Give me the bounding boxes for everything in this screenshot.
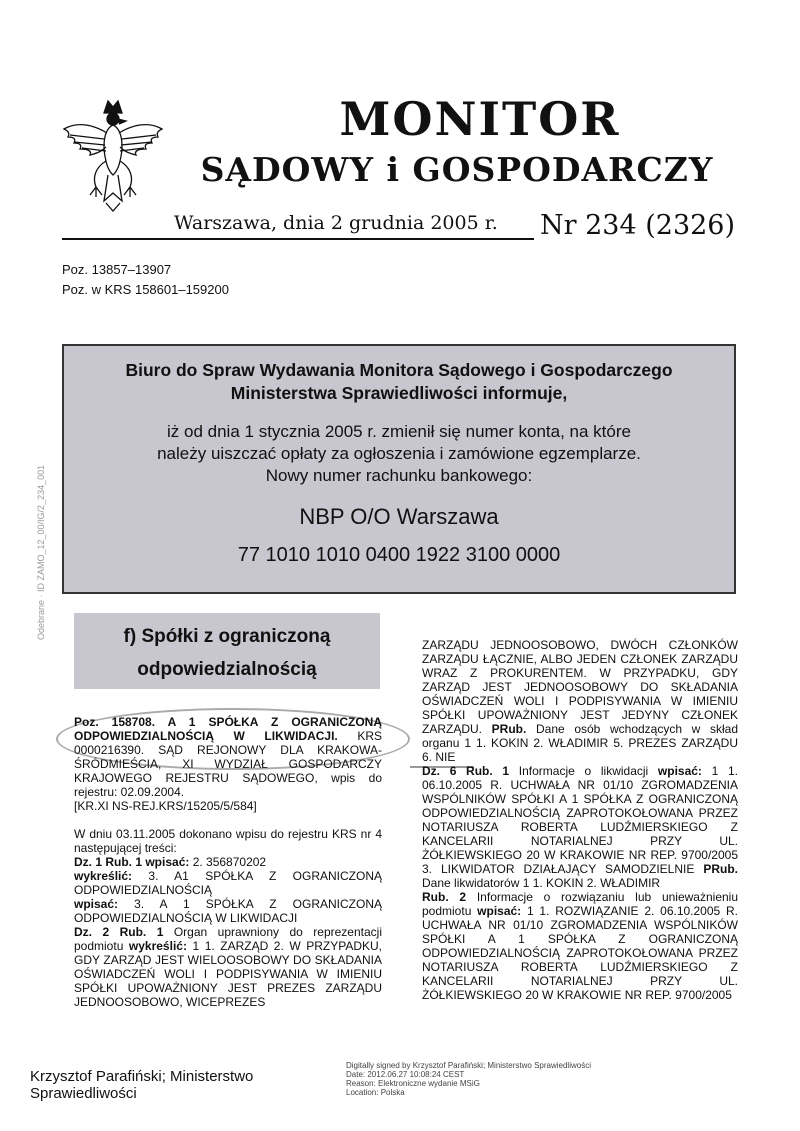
rubric-label: PRub. bbox=[694, 862, 738, 876]
polish-eagle-emblem-icon bbox=[58, 95, 168, 213]
position-range: Poz. 13857–13907 bbox=[62, 262, 172, 277]
signature-line: Digitally signed by Krzysztof Parafiński; Ministerstwo Sprawiedliwości bbox=[346, 1061, 591, 1070]
signature-line: Date: 2012.06.27 10:08:24 CEST bbox=[346, 1070, 465, 1079]
section-heading-line: f) Spółki z ograniczoną bbox=[123, 626, 331, 647]
rubric-label: wpisać: bbox=[74, 897, 119, 911]
rubric-label: Dz. 6 Rub. 1 bbox=[422, 764, 510, 778]
right-column bbox=[422, 638, 738, 1002]
signer-line: Sprawiedliwości bbox=[30, 1085, 137, 1102]
header-divider bbox=[62, 238, 534, 240]
rubric-label: Dz. 2 Rub. 1 bbox=[74, 925, 164, 939]
krs-position-range: Poz. w KRS 158601–159200 bbox=[62, 282, 229, 297]
rubric-text: ZARZĄDU JEDNOOSOBOWO, DWÓCH CZŁONKÓW ZARZĄDU ŁĄCZNIE, ALBO JEDEN CZŁONEK ZARZĄDU WRAZ Z PROKURENTEM. W PRZYPADKU, GDY ZARZĄD JEST JEDNOOSOBOWY DO SKŁADANIA OŚWIADCZEŃ WOLI I PODPISYWANIA W IMIENIU SPÓŁKI UPOWAŻNIONY JEST JEDYNY CZŁONEK ZARZĄDU. bbox=[422, 638, 738, 736]
signer-name bbox=[30, 1068, 320, 1102]
entry-paragraph bbox=[422, 638, 738, 764]
rubric-label: wykreślić: bbox=[74, 869, 133, 883]
left-column bbox=[74, 715, 382, 1009]
entry-header bbox=[74, 715, 382, 799]
rubric-text: 1 1. ROZWIĄZANIE 2. 06.10.2005 R. UCHWAŁA NR 01/10 ZGROMADZENIA WSPÓLNIKÓW SPÓŁKI A 1 SPÓŁKA Z OGRANICZONĄ ODPOWIEDZIALNOŚCIĄ ZAPROTOKOŁOWANA PRZEZ NOTARIUSZA ROBERTA LUDŹMIERSKIEGO Z KANCELARII NOTARIALNEJ PRZY UL. ŻÓŁKIEWSKIEGO 20 W KRAKOWIE NR REP. 9700/2005 bbox=[422, 904, 738, 1002]
section-heading-line: odpowiedzialnością bbox=[137, 659, 317, 680]
rubric-text: Organ uprawniony do reprezentacji podmiotu bbox=[74, 925, 382, 953]
rubric-text: 3. A 1 SPÓŁKA Z OGRANICZONĄ ODPOWIEDZIALNOŚCIĄ W LIKWIDACJI bbox=[74, 897, 382, 925]
bank-account-notice bbox=[62, 344, 736, 594]
notice-line: iż od dnia 1 stycznia 2005 r. zmienił się numer konta, na które bbox=[167, 422, 631, 441]
notice-line: Ministerstwa Sprawiedliwości informuje, bbox=[230, 383, 568, 403]
entry-paragraph bbox=[74, 897, 382, 925]
rubric-label: wpisać: bbox=[657, 764, 702, 778]
rubric-text: Dane likwidatorów 1 1. KOKIN 2. WŁADIMIR bbox=[422, 876, 661, 890]
entry-paragraph bbox=[74, 925, 382, 1009]
entry-title: Poz. 158708. A 1 SPÓŁKA Z OGRANICZONĄ ODPOWIEDZIALNOŚCIĄ W LIKWIDACJI. bbox=[74, 715, 382, 743]
notice-line: Nowy numer rachunku bankowego: bbox=[265, 466, 533, 485]
issue-number: Nr 234 (2326) bbox=[540, 210, 736, 241]
entry-signature: [KR.XI NS-REJ.KRS/15205/5/584] bbox=[74, 799, 257, 813]
bank-name: NBP O/O Warszawa bbox=[299, 504, 499, 529]
masthead-title: MONITOR bbox=[339, 92, 621, 146]
signature-line: Reason: Elektroniczne wydanie MSiG bbox=[346, 1079, 480, 1088]
masthead-subtitle: SĄDOWY i GOSPODARCZY bbox=[200, 150, 714, 189]
rubric-label: PRub. bbox=[482, 722, 527, 736]
signer-line: Krzysztof Parafiński; Ministerstwo bbox=[30, 1068, 254, 1085]
rubric-text: 1 1. 06.10.2005 R. UCHWAŁA NR 01/10 ZGROMADZENIA WSPÓLNIKÓW SPÓŁKI A 1 SPÓŁKA Z OGRANICZONĄ ODPOWIEDZIALNOŚCIĄ ZAPROTOKOŁOWANA PRZEZ NOTARIUSZA ROBERTA LUDŹMIERSKIEGO Z KANCELARII NOTARIALNEJ PRZY UL. ŻÓŁKIEWSKIEGO 20 W KRAKOWIE NR REP. 9700/2005 3. LIKWIDATOR DZIAŁAJĄCY SAMODZIELNIE bbox=[422, 764, 738, 876]
rubric-text: 2. 356870202 bbox=[189, 855, 267, 869]
rubric-text: Informacje o rozwiązaniu lub unieważnieniu podmiotu bbox=[422, 890, 738, 918]
notice-line: Biuro do Spraw Wydawania Monitora Sądowego i Gospodarczego bbox=[125, 360, 673, 380]
rubric-label: wpisać: bbox=[477, 904, 522, 918]
digital-signature-details bbox=[346, 1061, 591, 1097]
issue-date: Warszawa, dnia 2 grudnia 2005 r. bbox=[174, 212, 498, 234]
side-watermark: Odebrane · ID ZAMO_12_00/IG/2_234_001 bbox=[36, 464, 46, 640]
rubric-label: Dz. 1 Rub. 1 wpisać: bbox=[74, 855, 190, 869]
bank-account-number: 77 1010 1010 0400 1922 3100 0000 bbox=[237, 544, 561, 566]
rubric-text: Dane osób wchodzących w skład organu 1 1. KOKIN 2. WŁADIMIR 5. PREZES ZARZĄDU 6. NIE bbox=[422, 722, 739, 764]
signature-line: Location: Polska bbox=[346, 1088, 405, 1097]
rubric-text: 1 1. ZARZĄD 2. W PRZYPADKU, GDY ZARZĄD JEST WIELOOSOBOWY DO SKŁADANIA OŚWIADCZEŃ WOLI I PODPISYWANIA W IMIENIU SPÓŁKI UPOWAŻNIONY JEST PREZES ZARZĄDU JEDNOOSOBOWO, WICEPREZES bbox=[74, 939, 382, 1009]
rubric-label: wykreślić: bbox=[128, 939, 187, 953]
section-heading bbox=[74, 613, 380, 689]
notice-line: należy uiszczać opłaty za ogłoszenia i zamówione egzemplarze. bbox=[157, 444, 641, 463]
entry-paragraph bbox=[74, 855, 382, 869]
entry-paragraph bbox=[422, 890, 738, 1002]
rubric-label: Rub. 2 bbox=[422, 890, 467, 904]
rubric-text: Informacje o likwidacji bbox=[509, 764, 658, 778]
entry-paragraph bbox=[422, 764, 738, 890]
entry-paragraph bbox=[74, 869, 382, 897]
entry-court: KRS 0000216390. SĄD REJONOWY DLA KRAKOWA-ŚRÓDMIEŚCIA, XI WYDZIAŁ GOSPODARCZY KRAJOWEGO REJESTRU SĄDOWEGO, wpis do rejestru: 02.09.2004. bbox=[74, 729, 382, 799]
rubric-text: 3. A1 SPÓŁKA Z OGRANICZONĄ ODPOWIEDZIALNOŚCIĄ bbox=[74, 869, 382, 897]
entry-intro: W dniu 03.11.2005 dokonano wpisu do rejestru KRS nr 4 następującej treści: bbox=[74, 827, 382, 855]
